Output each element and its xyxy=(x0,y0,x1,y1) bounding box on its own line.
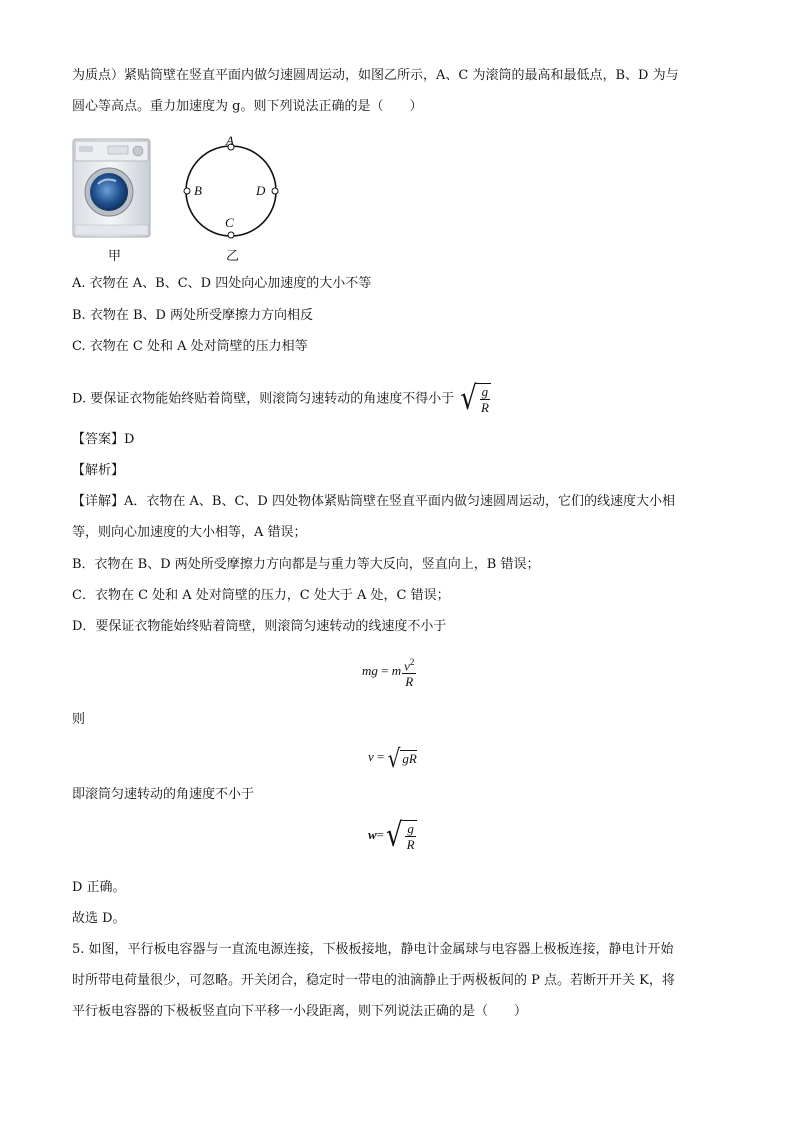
detail-choose: 故选 D。 xyxy=(72,911,126,926)
detail-line-3: B．衣物在 B、D 两处所受摩擦力方向都是与重力等大反向，竖直向上，B 错误； xyxy=(72,557,540,572)
formula-r-2: R xyxy=(406,837,415,852)
option-d xyxy=(72,380,491,418)
detail-line-2: 等，则向心加速度的大小相等，A 错误； xyxy=(72,525,307,540)
q5-line-3: 平行板电容器的下极板竖直向下平移一小段距离，则下列说法正确的是（ ） xyxy=(72,1004,528,1019)
point-c-label: C xyxy=(225,215,234,230)
formula-equals-3: = xyxy=(376,826,385,842)
option-a: A. 衣物在 A、B、C、D 四处向心加速度的大小不等 xyxy=(72,276,372,291)
detail-line-5: D．要保证衣物能始终贴着筒壁，则滚筒匀速转动的线速度不小于 xyxy=(72,619,447,634)
formula-velocity: v = √ gR xyxy=(368,743,417,773)
point-d-label: D xyxy=(256,183,266,198)
point-a-label: A xyxy=(226,133,234,148)
figure-caption-jia: 甲 xyxy=(108,249,122,264)
detail-line-4: C．衣物在 C 处和 A 处对筒壁的压力，C 处大于 A 处，C 错误； xyxy=(72,588,450,603)
formula-mg: mg xyxy=(362,663,378,679)
formula-v: v xyxy=(404,658,410,674)
formula-r: R xyxy=(405,674,414,690)
detail-line-6: 即滚筒匀速转动的角速度不小于 xyxy=(72,787,255,802)
formula-g: g xyxy=(407,821,414,836)
detail-line-1: 【详解】A．衣物在 A、B、C、D 四处物体紧贴筒壁在竖直平面内做匀速圆周运动，它们的线速度大小相 xyxy=(72,494,675,509)
detail-ze: 则 xyxy=(72,712,86,727)
option-d-r: R xyxy=(480,400,489,415)
option-c: C. 衣物在 C 处和 A 处对筒壁的压力相等 xyxy=(72,339,308,354)
formula-equals-2: = xyxy=(373,748,388,764)
formula-equals: = xyxy=(377,663,392,679)
washing-machine-icon xyxy=(72,137,152,240)
option-d-text: D. 要保证衣物能始终贴着筒壁，则滚筒匀速转动的角速度不得小于 xyxy=(72,391,455,407)
figure-caption-yi: 乙 xyxy=(226,249,240,264)
drum-circle-diagram xyxy=(180,133,280,243)
point-b-label: B xyxy=(194,183,202,198)
washing-machine-figure xyxy=(72,137,152,240)
intro-line-1: 为质点）紧贴筒壁在竖直平面内做匀速圆周运动，如图乙所示，A、C 为滚筒的最高和最低点，B、D 为与 xyxy=(72,68,679,83)
detail-d-correct: D 正确。 xyxy=(72,880,126,895)
answer-line: 【答案】D xyxy=(72,432,135,447)
formula-w: w xyxy=(368,826,377,842)
intro-line-2: 圆心等高点。重力加速度为 g。则下列说法正确的是（ ） xyxy=(72,99,423,114)
formula-v-left: v xyxy=(368,748,374,764)
q5-line-2: 时所带电荷量很少，可忽略。开关闭合，稳定时一带电的油滴静止于两极板间的 P 点。若断开开关 K，将 xyxy=(72,973,675,988)
formula-omega: w= √ $\frac{g}{R}$ xyxy=(368,817,415,855)
q5-line-1: 5. 如图，平行板电容器与一直流电源连接，下极板接地，静电计金属球与电容器上极板连接，静电计开始 xyxy=(72,942,674,957)
option-d-sqrt: √ $\frac{g}{R}$ xyxy=(460,380,489,418)
option-d-g: g xyxy=(481,384,489,399)
formula-square: 2 xyxy=(409,657,415,667)
option-b: B. 衣物在 B、D 两处所受摩擦力方向相反 xyxy=(72,308,314,323)
formula-m: m xyxy=(391,663,402,679)
formula-centripetal xyxy=(362,655,416,689)
analysis-title: 【解析】 xyxy=(72,463,125,478)
formula-gr: gR xyxy=(402,750,417,766)
